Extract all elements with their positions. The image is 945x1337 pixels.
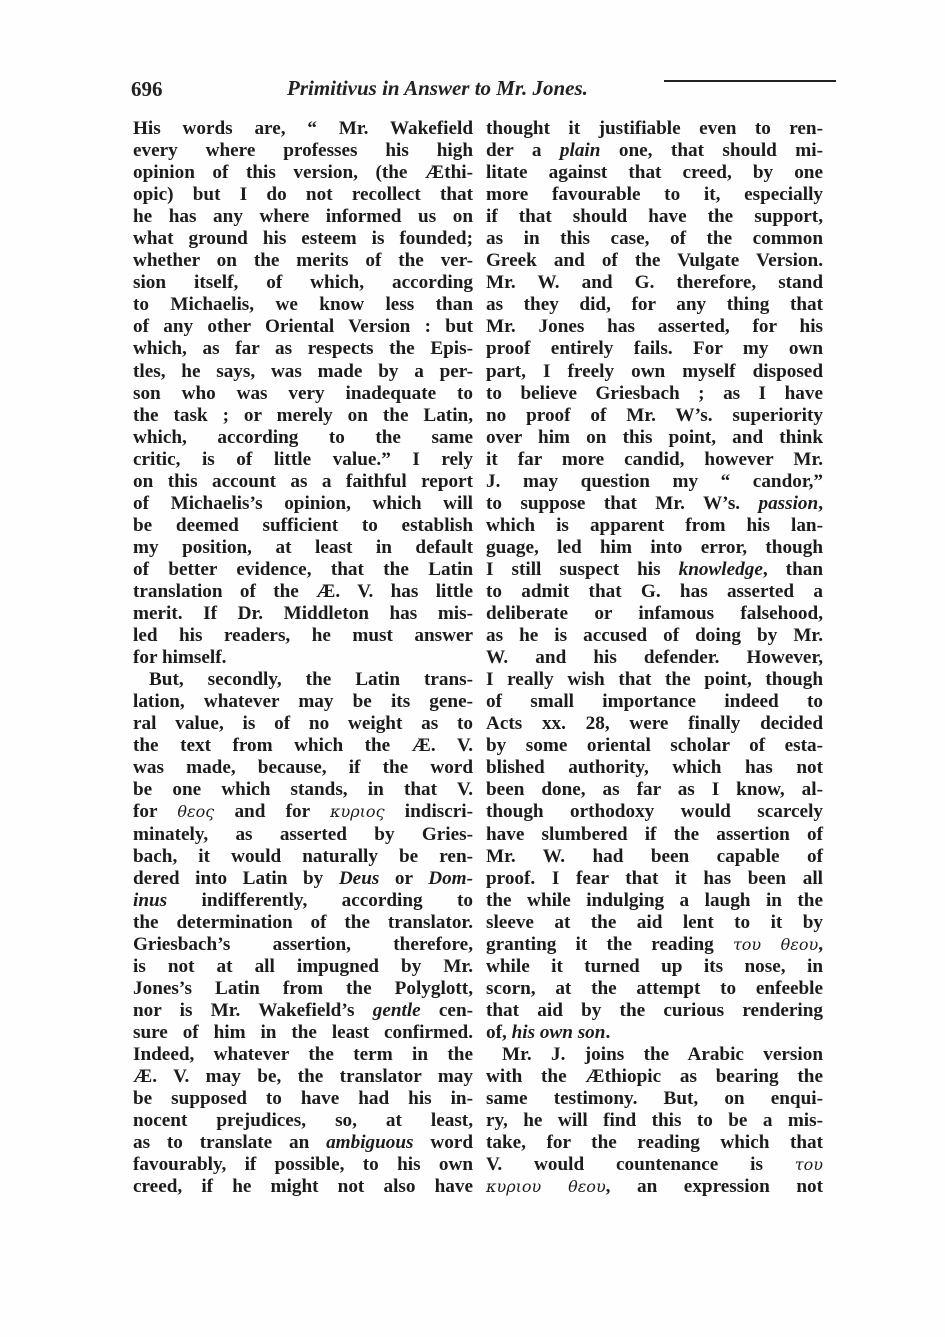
text-line: while it turned up its nose, in [486,955,823,977]
text-line: to admit that G. has asserted a [486,580,823,602]
text-line: His words are, “ Mr. Wakefield [133,118,473,139]
text-line: the task ; or merely on the Latin, [133,404,473,426]
right-text-column [486,118,823,1198]
text-line: lation, whatever may be its gene- [133,691,473,713]
greek-word: κυριος [330,802,385,822]
text-line: which, according to the same [133,426,473,448]
text-line: minately, as asserted by Gries- [133,823,473,845]
text-line: I really wish that the point, though [486,669,823,691]
text-line: be deemed sufficient to establish [133,514,473,536]
text-line: sleeve at the aid lent to it by [486,911,823,933]
text-line: ral value, is of no weight as to [133,713,473,735]
text-line: to believe Griesbach ; as I have [486,382,823,404]
text-line: take, for the reading which that [486,1132,823,1154]
italic-emphasis: inus [133,889,168,911]
left-text-column [133,118,473,1198]
text-line: what ground his esteem is founded; [133,228,473,250]
text-line: critic, is of little value.” I rely [133,448,473,470]
text-line: was made, because, if the word [133,757,473,779]
italic-emphasis: his own son [511,1021,606,1043]
text-line: opic) but I do not recollect that [133,184,473,206]
text-line: But, secondly, the Latin trans- [149,669,473,691]
text-line: the while indulging a laugh in the [486,889,823,911]
text-line: no proof of Mr. W’s. superiority [486,404,823,426]
text-line: W. and his defender. However, [486,647,823,669]
italic-emphasis: gentle [372,999,421,1021]
text-line: deliberate or infamous falsehood, [486,603,823,625]
page-header [131,76,836,102]
text-line: ry, he will find this to be a mis- [486,1110,823,1132]
italic-emphasis: ambiguous [326,1132,414,1154]
text-line: J. may question my “ candor,” [486,470,823,492]
text-line: if that should have the support, [486,206,823,228]
text-line: opinion of this version, (the Æthi- [133,162,473,184]
text-line: Jones’s Latin from the Polyglott, [133,977,473,999]
text-line: same testimony. But, on enqui- [486,1088,823,1110]
text-line: V. would countenance is του [486,1154,823,1176]
text-line: favourably, if possible, to his own [133,1154,473,1176]
text-line: which, as far as respects the Epis- [133,338,473,360]
text-line: it far more candid, however Mr. [486,448,823,470]
greek-word: θεος [177,802,215,822]
text-line: Mr. W. and G. therefore, stand [486,272,823,294]
text-line: more favourable to it, especially [486,184,823,206]
text-line: proof. I fear that it has been all [486,867,823,889]
text-line: though orthodoxy would scarcely [486,801,823,823]
text-line: sion itself, of which, according [133,272,473,294]
text-line: every where professes his high [133,140,473,162]
text-line: inus indifferently, according to [133,889,473,911]
text-line: merit. If Dr. Middleton has mis- [133,603,473,625]
text-line: as to translate an ambiguous word [133,1132,473,1154]
text-line: for himself. [133,647,227,669]
greek-word: κυριου θεου [486,1177,606,1197]
text-line: to Michaelis, we know less than [133,294,473,316]
header-rule [664,80,836,82]
text-line: by some oriental scholar of esta- [486,735,823,757]
text-line: as they did, for any thing that [486,294,823,316]
text-line: part, I freely own myself disposed [486,360,823,382]
text-line: Greek and of the Vulgate Version. [486,250,823,272]
page-number: 696 [131,77,163,101]
text-line: led his readers, he must answer [133,625,473,647]
text-line: Indeed, whatever the term in the [133,1043,473,1065]
text-line: that aid by the curious rendering [486,999,823,1021]
text-line: with the Æthiopic as bearing the [486,1066,823,1088]
text-line: der a plain one, that should mi- [486,140,824,162]
text-line: son who was very inadequate to [133,382,473,404]
text-line: the determination of the translator. [133,911,473,933]
text-line: granting it the reading του θεου, [486,933,823,955]
text-line: for θεος and for κυριος indiscri- [133,801,473,823]
text-line: Acts xx. 28, were finally decided [486,713,823,735]
text-line: he has any where informed us on [133,206,473,228]
text-line: Mr. W. had been capable of [486,845,823,867]
text-line: Griesbach’s assertion, therefore, [133,933,473,955]
text-line: have slumbered if the assertion of [486,823,823,845]
text-line: on this account as a faithful report [133,470,473,492]
text-line: of better evidence, that the Latin [133,558,473,580]
text-line: dered into Latin by Deus or Dom- [133,867,473,889]
text-line: proof entirely fails. For my own [486,338,823,360]
text-line: creed, if he might not also have [133,1176,473,1198]
text-line: I still suspect his knowledge, than [486,558,824,580]
text-line: bach, it would naturally be ren- [133,845,473,867]
text-line: as he is accused of doing by Mr. [486,625,823,647]
text-line: tles, he says, was made by a per- [133,360,473,382]
greek-word: του [794,1155,823,1175]
text-line: whether on the merits of the ver- [133,250,473,272]
text-line: of small importance indeed to [486,691,823,713]
text-line: my position, at least in default [133,536,473,558]
text-line: sure of him in the least confirmed. [133,1021,473,1043]
text-line: is not at all impugned by Mr. [133,955,473,977]
text-line: guage, led him into error, though [486,536,823,558]
text-line: the text from which the Æ. V. [133,735,473,757]
text-line: of Michaelis’s opinion, which will [133,492,473,514]
text-line: Mr. Jones has asserted, for his [486,316,823,338]
text-line: Mr. J. joins the Arabic version [502,1043,823,1065]
greek-word: του θεου [732,934,819,954]
text-line: which is apparent from his lan- [486,514,823,536]
text-line: be one which stands, in that V. [133,779,473,801]
italic-emphasis: Dom- [428,867,473,889]
text-line: be supposed to have had his in- [133,1088,473,1110]
text-line: of, his own son. [486,1021,611,1043]
text-line: Æ. V. may be, the translator may [133,1066,473,1088]
text-line: to suppose that Mr. W’s. passion, [486,492,823,514]
italic-emphasis: passion [758,492,819,514]
text-line: of any other Oriental Version : but [133,316,473,338]
text-line: translation of the Æ. V. has little [133,580,473,602]
text-line: over him on this point, and think [486,426,823,448]
text-line: blished authority, which has not [486,757,823,779]
text-line: κυριου θεου, an expression not [486,1176,824,1198]
text-line: as in this case, of the common [486,228,823,250]
text-line: scorn, at the attempt to enfeeble [486,977,823,999]
italic-emphasis: knowledge [678,558,763,580]
italic-emphasis: Deus [338,867,380,889]
text-line: nor is Mr. Wakefield’s gentle cen- [133,999,473,1021]
text-line: thought it justifiable even to ren- [486,118,823,139]
text-line: litate against that creed, by one [486,162,823,184]
italic-emphasis: plain [559,140,601,162]
text-line: nocent prejudices, so, at least, [133,1110,473,1132]
running-title: Primitivus in Answer to Mr. Jones. [287,76,588,100]
text-line: been done, as far as I know, al- [486,779,823,801]
